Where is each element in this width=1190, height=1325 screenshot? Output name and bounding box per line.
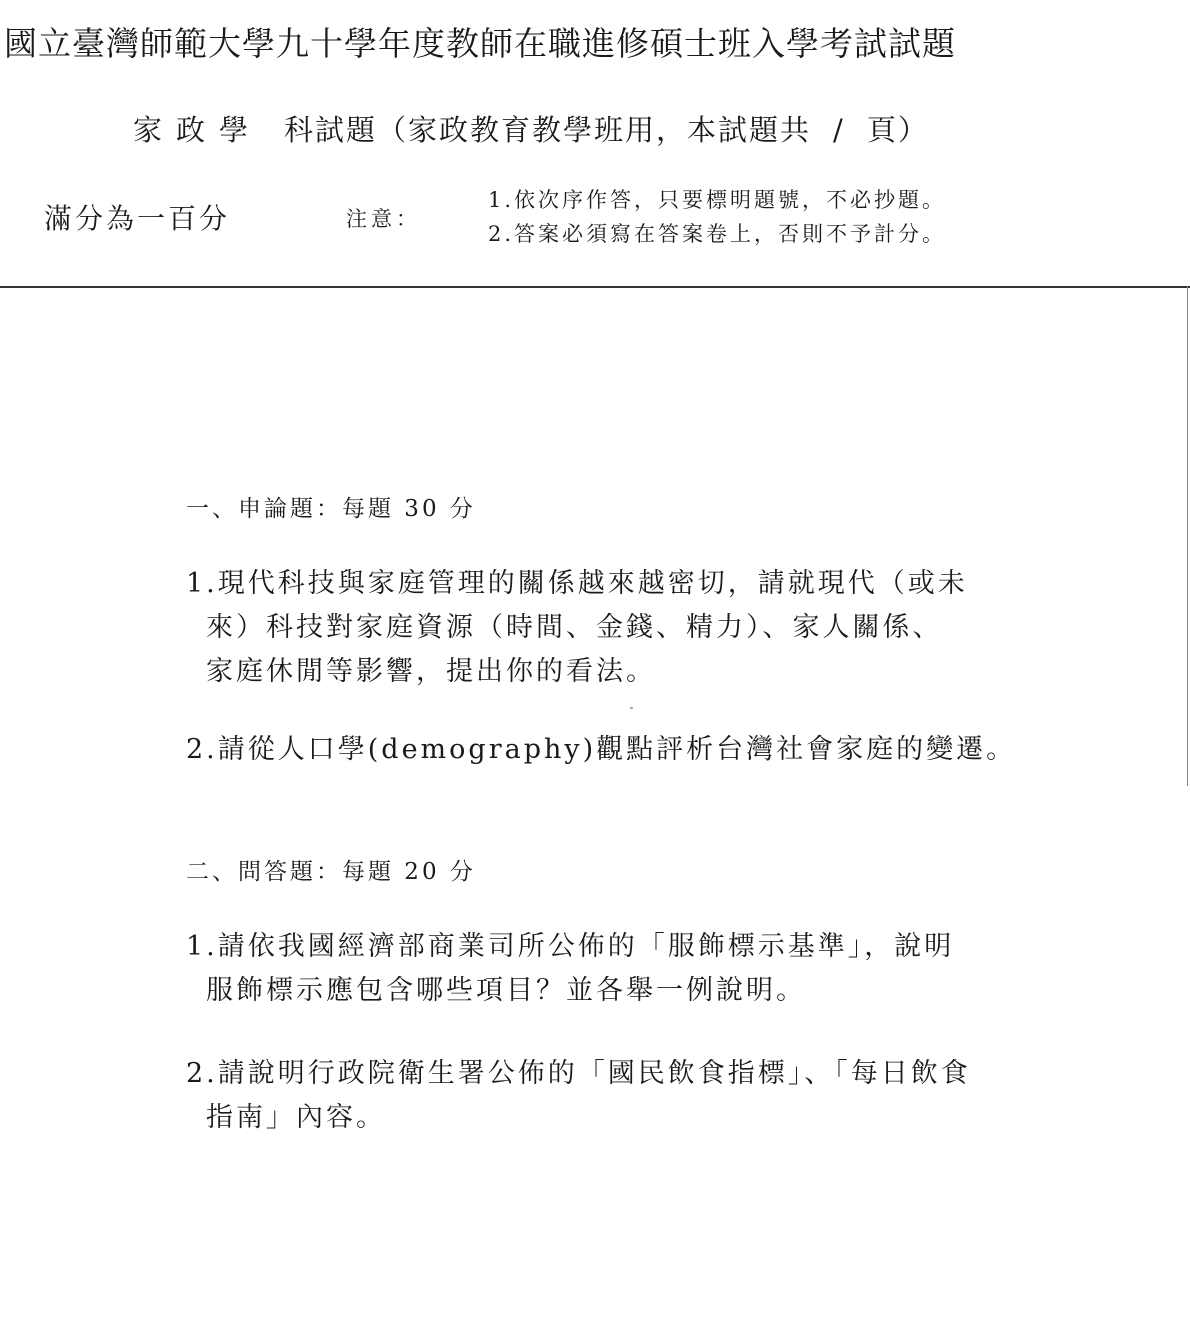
question-line: 家庭休閒等影響，提出你的看法。 xyxy=(206,656,656,687)
section-heading-essay: 一、申論題：每題 30 分 xyxy=(186,496,476,522)
exam-title: 國立臺灣師範大學九十學年度教師在職進修碩士班入學考試試題 xyxy=(4,24,956,63)
question-line: 1.請依我國經濟部商業司所公佈的「服飾標示基準」，說明 xyxy=(186,931,955,962)
question-line: 1.現代科技與家庭管理的關係越來越密切，請就現代（或未 xyxy=(186,568,968,599)
subject-line xyxy=(133,108,929,149)
page-count: / xyxy=(833,113,845,147)
notice-rules xyxy=(488,183,946,251)
question-essay-2 xyxy=(186,728,1086,772)
scan-speck xyxy=(630,707,633,709)
header-divider xyxy=(0,286,1190,288)
notice-rule-2: 2.答案必須寫在答案卷上，否則不予計分。 xyxy=(488,222,947,246)
subject-suffix: 科試題（家政教育教學班用，本試題共 xyxy=(284,113,812,147)
question-line: 2.請說明行政院衛生署公佈的「國民飲食指標」、「每日飲食 xyxy=(186,1058,971,1089)
question-short-1 xyxy=(186,925,1086,1013)
page-unit: 頁） xyxy=(866,113,929,147)
question-short-2 xyxy=(186,1052,1086,1140)
section-heading-short-answer: 二、問答題：每題 20 分 xyxy=(186,859,476,885)
question-line: 指南」內容。 xyxy=(206,1102,386,1133)
question-line: 來）科技對家庭資源（時間、金錢、精力）、家人關係、 xyxy=(206,612,943,643)
question-line: 2.請從人口學(demography)觀點評析台灣社會家庭的變遷。 xyxy=(186,734,1017,765)
question-essay-1 xyxy=(186,562,1086,694)
notice-rule-1: 1.依次序作答，只要標明題號，不必抄題。 xyxy=(488,188,947,212)
right-border xyxy=(1187,286,1188,786)
notice-label: 注意： xyxy=(346,207,421,231)
question-line: 服飾標示應包含哪些項目？並各舉一例說明。 xyxy=(206,975,806,1006)
subject-name: 家政學 xyxy=(133,113,263,147)
score-note: 滿分為一百分 xyxy=(44,202,231,235)
